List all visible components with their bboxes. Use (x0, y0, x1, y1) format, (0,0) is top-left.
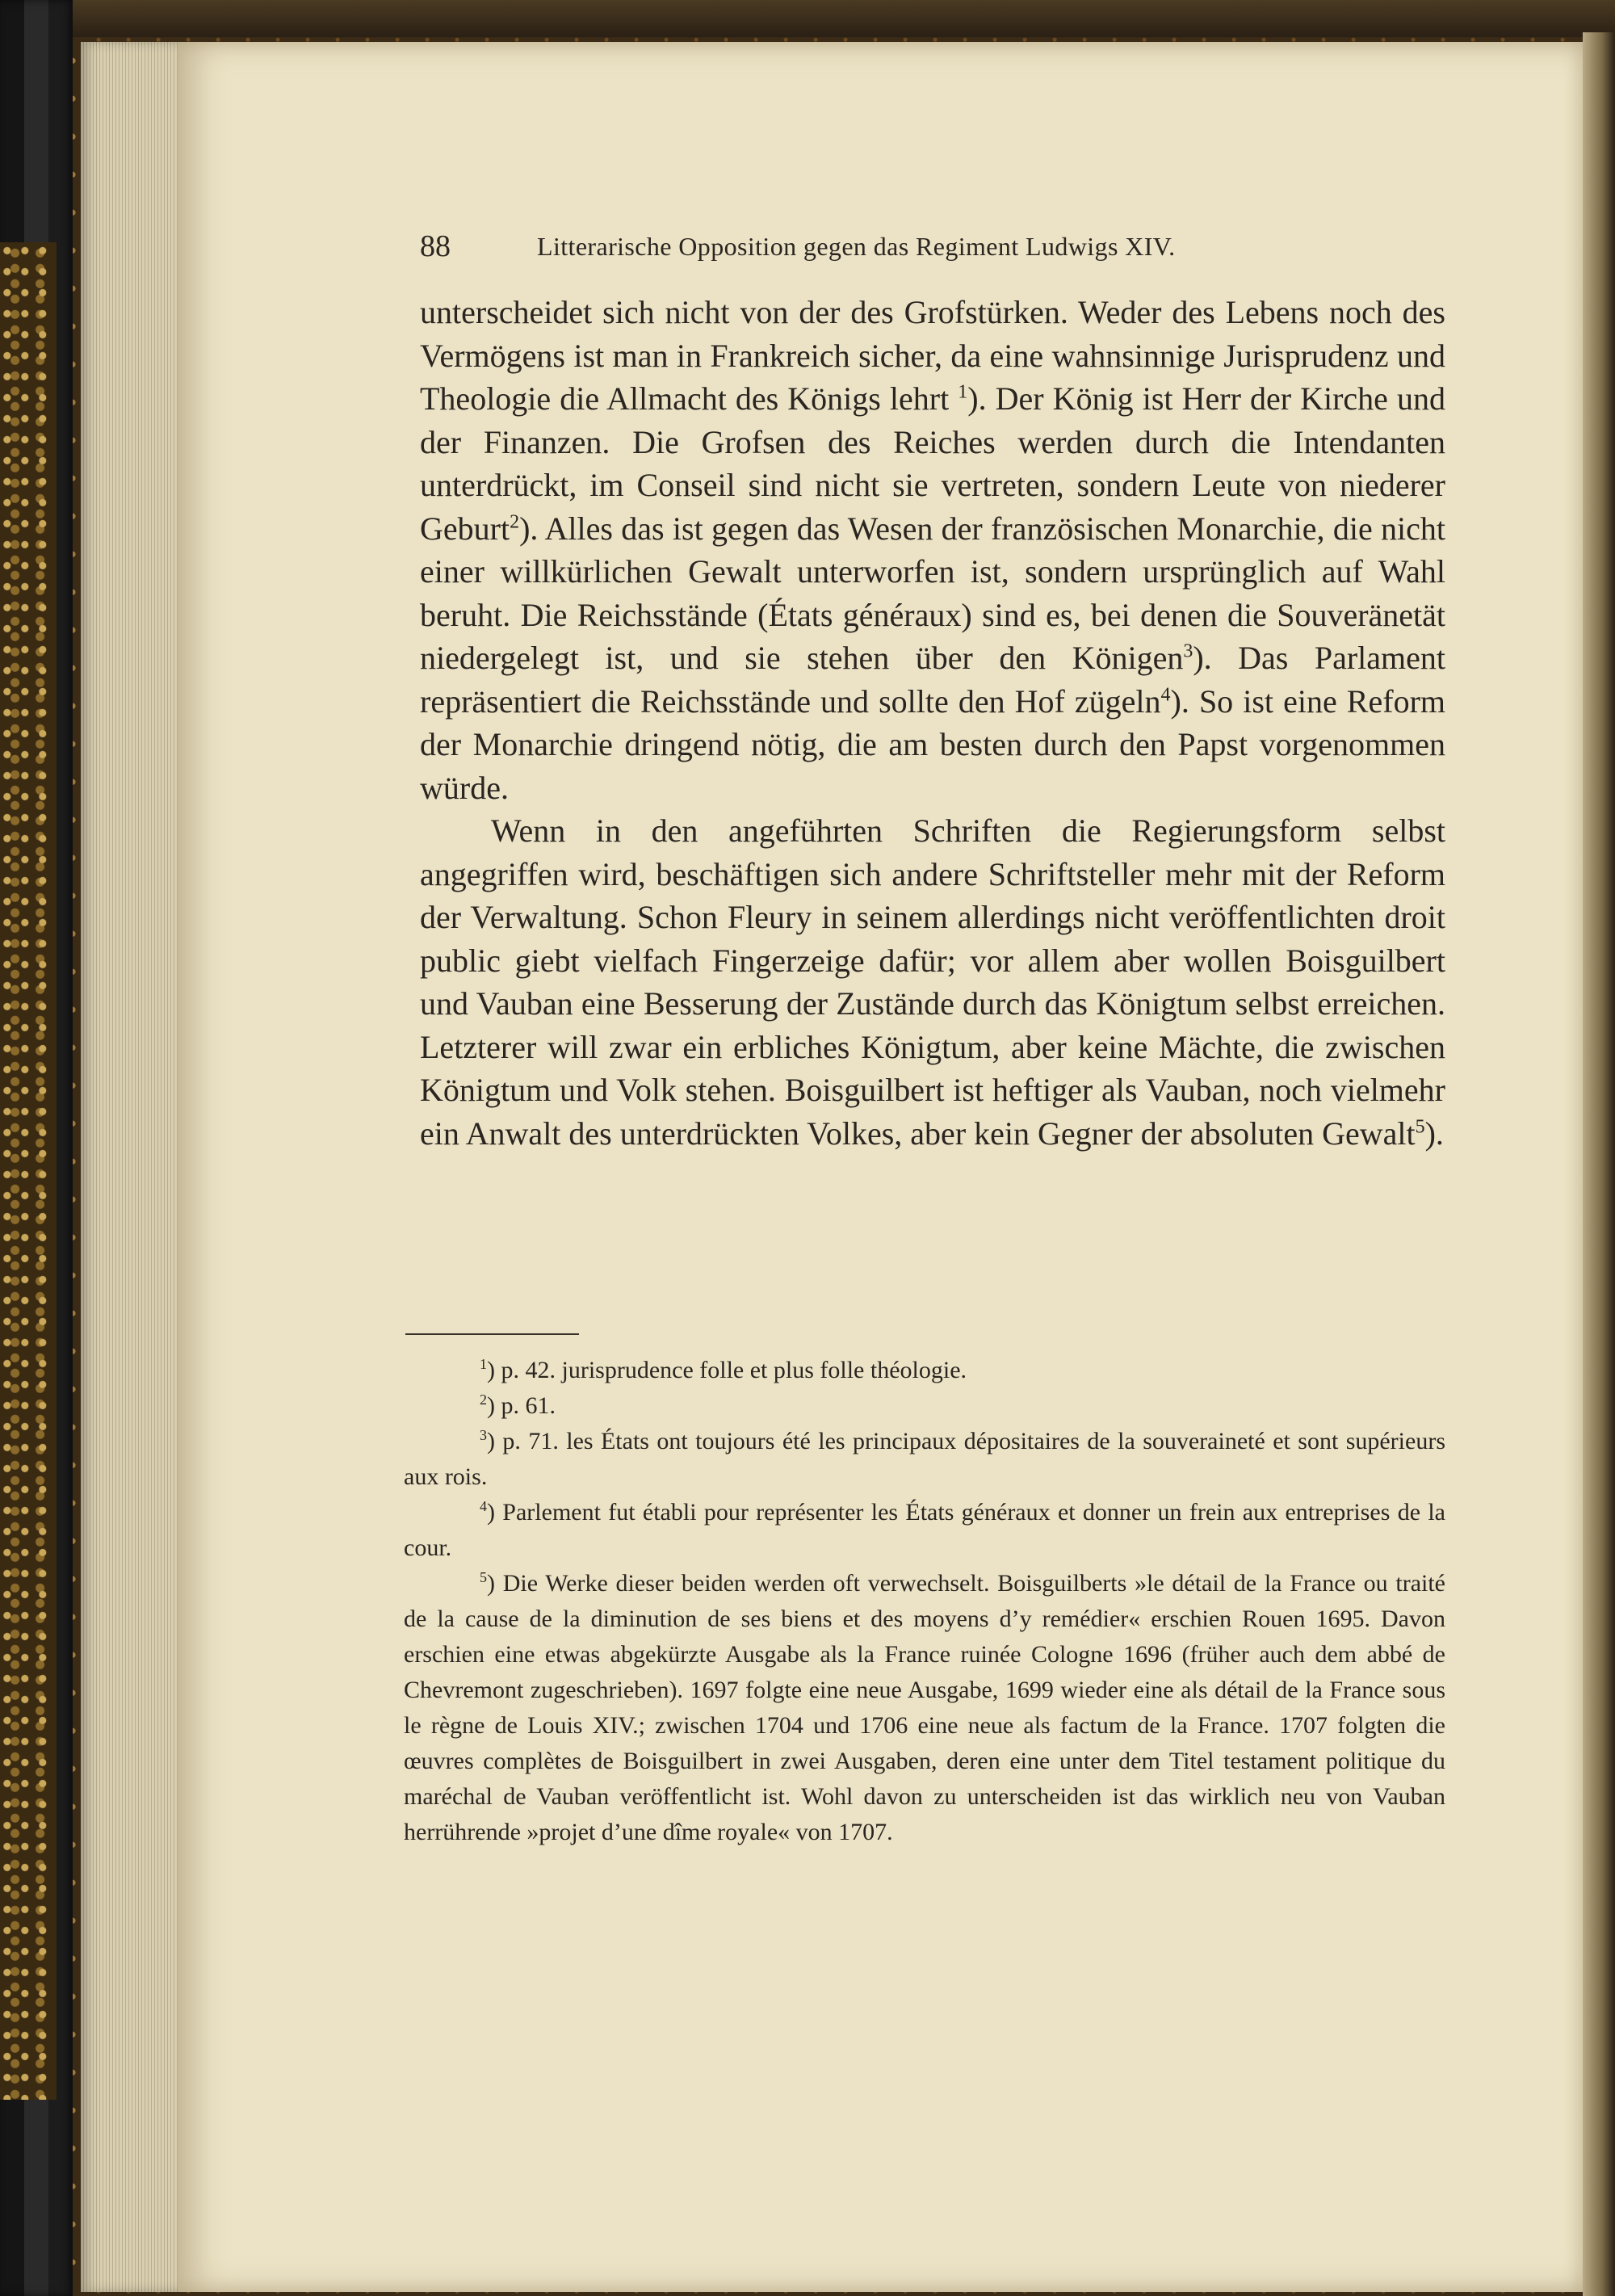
footnote-ref-1: 1 (958, 381, 968, 403)
page-edges (81, 42, 186, 2292)
top-cover-strip (0, 0, 1615, 37)
page-number: 88 (420, 229, 451, 263)
main-text (420, 291, 1445, 1155)
footnote-ref-5: 5 (1415, 1116, 1425, 1138)
footnote-rule (405, 1333, 579, 1335)
footnote-2: $^2$) p. 61. (480, 1391, 556, 1419)
footnote-ref-4: 4 (1160, 684, 1171, 706)
footnote-1: $^1$) p. 42. jurisprudence folle et plus folle théologie. (480, 1356, 967, 1383)
footnote-4: $^4$) Parlement fut établi pour représenter les États généraux et donner un frein aux entreprises de la cour. (404, 1498, 1445, 1561)
footnote-ref-2: 2 (510, 511, 520, 533)
footnote-3: $^3$) p. 71. les États ont toujours été les principaux dépositaires de la souveraineté et sont supérieurs aux rois. (404, 1427, 1445, 1490)
marbled-board (0, 242, 57, 2100)
footnotes (404, 1353, 1445, 1850)
footnote-5: $^5$) Die Werke dieser beiden werden oft verwechselt. Boisguilberts »le détail de la France ou traité de la cause de la diminution de ses biens et des moyens d’y remédier« erschien Rouen 1695. Davon erschien eine etwas abgekürzte Ausgabe als la France ruinée Cologne 1696 (früher auch dem abbé de Chevremont zugeschrieben). 1697 folgte eine neue Ausgabe, 1699 wieder eine als détail de la France sous le règne de Louis XIV.; zwischen 1704 und 1706 eine neue als factum de la France. 1707 folgten die œuvres complètes de Boisguilbert in zwei Ausgaben, deren eine unter dem Titel testament politique du maréchal de Vauban veröffentlicht ist. Wohl davon zu unterscheiden ist das wirklich neu von Vauban herrührende »projet d’une dîme royale« von 1707. (404, 1569, 1445, 1845)
right-cover-edge (1583, 32, 1615, 2296)
running-head: Litterarische Opposition gegen das Regiment Ludwigs XIV. (537, 232, 1176, 261)
paragraph-2: Wenn in den angeführten Schriften die Regierungsform selbst angegriffen wird, beschäftigen sich andere Schriftsteller mehr mit der Reform der Verwaltung. Schon Fleury in seinem allerdings nicht veröffentlichten droit public giebt vielfach Fingerzeige dafür; vor allem aber wollen Boisguilbert und Vauban eine Besserung der Zustände durch das Königtum selbst erreichen. Letzterer will zwar ein erbliches Königtum, aber keine Mächte, die zwischen Königtum und Volk stehen. Boisguilbert ist heftiger als Vauban, noch vielmehr ein Anwalt des unterdrückten Volkes, aber kein Gegner der absoluten Gewalt$^5$). (420, 812, 1445, 1152)
footnote-ref-3: 3 (1183, 640, 1193, 662)
page-header (420, 226, 1308, 267)
paragraph-1: unterscheidet sich nicht von der des Grofstürken. Weder des Lebens noch des Vermögens ist man in Frankreich sicher, da eine wahnsinnige Jurisprudenz und Theologie die Allmacht des Königs lehrt $^1$). Der König ist Herr der Kirche und der Finanzen. Die Grofsen des Reiches werden durch die Intendanten unterdrückt, im Conseil sind nicht sie vertreten, sondern Leute von niederer Geburt$^2$). Alles das ist gegen das Wesen der französischen Monarchie, die nicht einer willkürlichen Gewalt unterworfen ist, sondern ursprünglich auf Wahl beruht. Die Reichsstände (États généraux) sind es, bei denen die Souveränetät niedergelegt ist, und sie stehen über den Königen$^3$). Das Parlament repräsentiert die Reichsstände und sollte den Hof zügeln$^4$). So ist eine Reform der Monarchie dringend nötig, die am besten durch den Papst vorgenommen würde. (420, 294, 1445, 806)
